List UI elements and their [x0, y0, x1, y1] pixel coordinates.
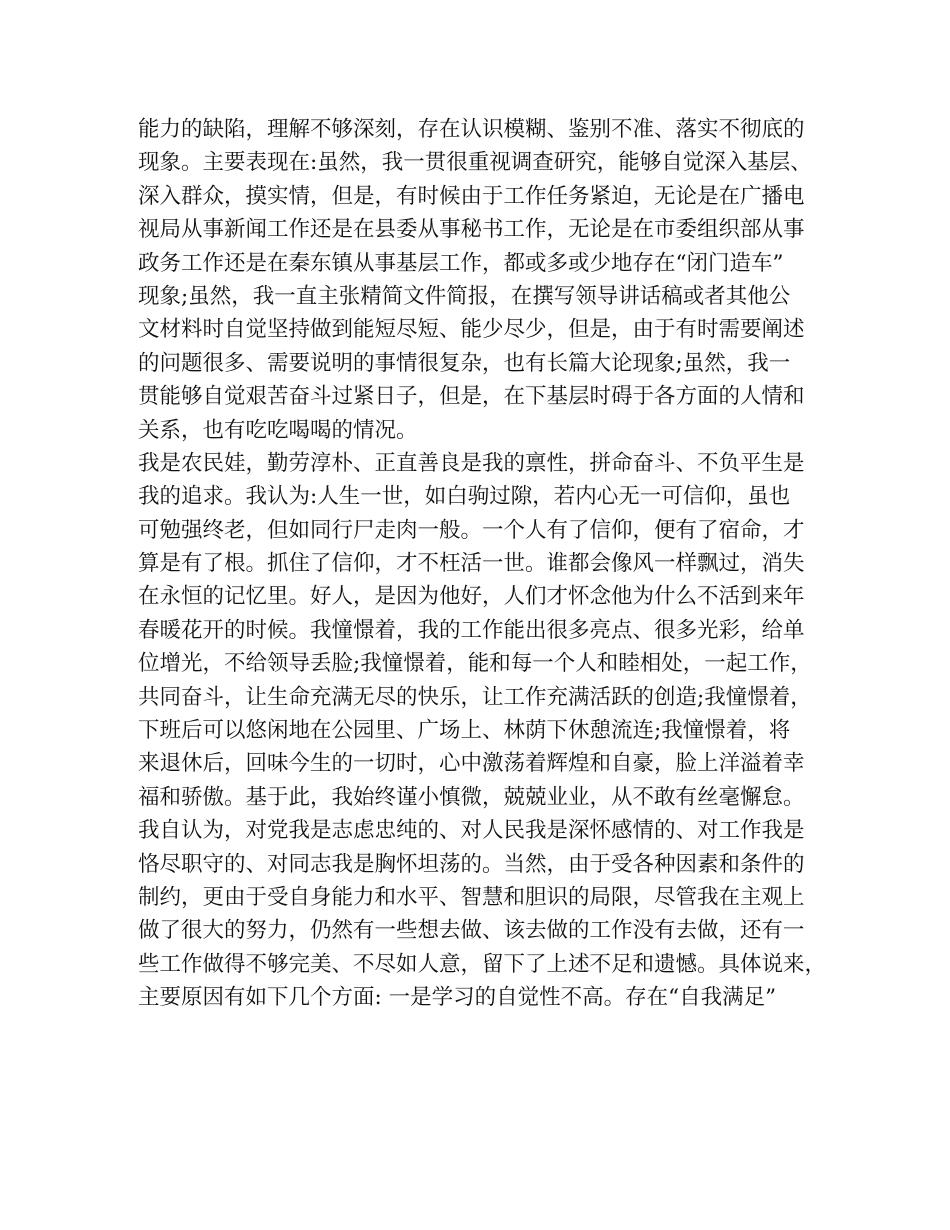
text-line: 可勉强终老，但如同行尸走肉一般。一个人有了信仰，便有了宿命，才 — [138, 517, 805, 543]
text-line: 我自认为，对党我是志虑忠纯的、对人民我是深怀感情的、对工作我是 — [138, 818, 805, 844]
text-line: 在永恒的记忆里。好人，是因为他好，人们才怀念他为什么不活到来年 — [138, 584, 805, 610]
text-line: 视局从事新闻工作还是在县委从事秘书工作，无论是在市委组织部从事 — [138, 217, 805, 243]
text-line: 算是有了根。抓住了信仰，才不枉活一世。谁都会像风一样飘过，消失 — [138, 551, 805, 577]
text-line: 制约，更由于受自身能力和水平、智慧和胆识的局限，尽管我在主观上 — [138, 884, 805, 910]
text-line: 下班后可以悠闲地在公园里、广场上、林荫下休憩流连;我憧憬着，将 — [138, 718, 791, 744]
text-line: 文材料时自觉坚持做到能短尽短、能少尽少，但是，由于有时需要阐述 — [138, 317, 805, 343]
text-line: 共同奋斗，让生命充满无尽的快乐，让工作充满活跃的创造;我憧憬着， — [138, 684, 812, 710]
text-line: 我是农民娃，勤劳淳朴、正直善良是我的禀性，拼命奋斗、不负平生是 — [138, 450, 805, 476]
text-line: 贯能够自觉艰苦奋斗过紧日子，但是，在下基层时碍于各方面的人情和 — [138, 384, 805, 410]
text-line: 关系，也有吃吃喝喝的情况。 — [138, 417, 418, 443]
text-line: 来退休后，回味今生的一切时，心中激荡着辉煌和自豪，脸上洋溢着幸 — [138, 751, 805, 777]
text-line: 现象;虽然，我一直主张精简文件简报，在撰写领导讲话稿或者其他公 — [138, 283, 791, 309]
text-line: 我的追求。我认为:人生一世，如白驹过隙，若内心无一可信仰，虽也 — [138, 484, 791, 510]
text-line: 政务工作还是在秦东镇从事基层工作，都或多或少地存在“闭门造车” — [138, 250, 784, 276]
text-line: 能力的缺陷，理解不够深刻，存在认识模糊、鉴别不准、落实不彻底的 — [138, 117, 805, 142]
text-line: 做了很大的努力，仍然有一些想去做、该去做的工作没有去做，还有一 — [138, 918, 805, 944]
text-line: 现象。主要表现在:虽然，我一贯很重视调查研究，能够自觉深入基层、 — [138, 150, 812, 176]
text-line: 恪尽职守的、对同志我是胸怀坦荡的。当然，由于受各种因素和条件的 — [138, 851, 805, 877]
text-line: 春暖花开的时候。我憧憬着，我的工作能出很多亮点、很多光彩，给单 — [138, 617, 805, 643]
text-line: 深入群众，摸实情，但是，有时候由于工作任务紧迫，无论是在广播电 — [138, 183, 805, 209]
text-line: 位增光，不给领导丢脸;我憧憬着，能和每一个人和睦相处，一起工作， — [138, 651, 812, 677]
text-line: 主要原因有如下几个方面: 一是学习的自觉性不高。存在“自我满足” — [138, 985, 777, 1011]
text-line: 的问题很多、需要说明的事情很复杂，也有长篇大论现象;虽然，我一 — [138, 350, 791, 376]
text-line: 些工作做得不够完美、不尽如人意，留下了上述不足和遗憾。具体说来， — [138, 951, 827, 977]
body-text — [138, 113, 827, 1015]
text-line: 福和骄傲。基于此，我始终谨小慎微，兢兢业业，从不敢有丝毫懈怠。 — [138, 784, 805, 810]
